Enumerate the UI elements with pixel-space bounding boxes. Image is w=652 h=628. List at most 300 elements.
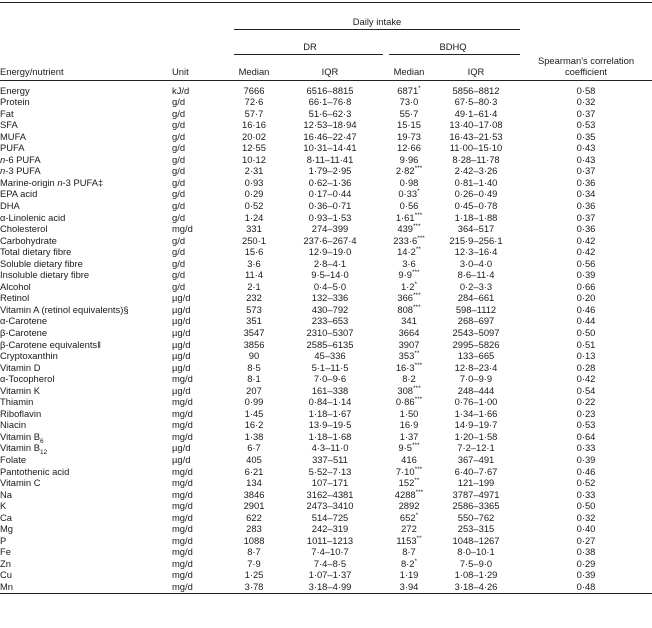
unit-cell: mg/d [172,557,193,569]
unit-cell: µg/d [172,315,191,327]
unit-cell: g/d [172,130,186,142]
dr-iqr-cell: 45–336 [314,350,346,362]
unit-cell: µg/d [172,361,191,373]
bdhq-median-cell: 366*** [397,292,421,304]
table-row [0,546,652,558]
table-row [0,569,652,581]
dr-iqr-cell: 1·07–1·37 [308,569,352,581]
dr-median-cell: 331 [246,223,262,235]
table-row [0,315,652,327]
dr-iqr-cell: 12·9–19·0 [308,246,352,258]
header-row-columns [0,66,652,81]
dr-iqr-cell: 5·1–11·5 [311,361,349,373]
spearman-cell: 0·43 [576,142,596,154]
table-row [0,131,652,143]
spearman-cell: 0·56 [576,257,596,269]
dr-median-cell: 8·1 [247,373,261,385]
significance-marker: *** [415,488,424,496]
bdhq-iqr-cell: 13·40–17·08 [449,119,503,131]
table-row [0,373,652,385]
bdhq-iqr-cell: 12·3–16·4 [454,246,498,258]
dr-iqr-cell: 0·4–5·0 [313,280,347,292]
nutrient-name: α-Linolenic acid [0,211,66,223]
significance-marker: *** [417,234,425,242]
bdhq-iqr-cell: 1·20–1·58 [454,430,498,442]
dr-iqr-cell: 2473–3410 [306,500,354,512]
table-row [0,466,652,478]
spearman-cell: 0·20 [576,292,596,304]
bdhq-median-cell: 1·61*** [395,211,423,223]
bdhq-iqr-cell: 248–444 [457,384,495,396]
dr-median-cell: 16·16 [242,119,266,131]
bdhq-iqr-cell: 1048–1267 [452,534,500,546]
bdhq-iqr-cell: 598–1112 [455,303,497,315]
table-row [0,177,652,189]
table-row [0,350,652,362]
dr-iqr-cell: 10·31–14·41 [303,142,357,154]
bdhq-iqr-cell: 14·9–19·7 [454,419,498,431]
dr-median-cell: 16·2 [244,419,264,431]
bdhq-iqr-cell: 215·9–256·1 [449,234,503,246]
table-row [0,362,652,374]
spearman-cell: 0·36 [576,223,596,235]
spearman-cell: 0·33 [576,442,596,454]
bdhq-iqr-cell: 7·2–12·1 [457,442,495,454]
dr-median-cell: 20·02 [242,130,266,142]
bdhq-median-cell: 16·3*** [395,361,423,373]
spearman-cell: 0·50 [576,326,596,338]
bdhq-iqr-cell: 2995–5826 [452,338,500,350]
bdhq-iqr-cell: 133–665 [457,350,495,362]
bdhq-iqr-cell: 12·8–23·4 [454,361,498,373]
spearman-cell: 0·22 [576,396,596,408]
nutrient-intake-table [0,2,652,594]
daily-intake-header: Daily intake [352,16,402,27]
bdhq-median-cell: 0·86*** [395,396,423,408]
nutrient-name: Alcohol [0,280,31,292]
dr-iqr-cell: 9·5–14·0 [311,269,349,281]
bdhq-median-cell: 3907 [398,338,420,350]
dr-iqr-cell: 242–319 [311,523,349,535]
bdhq-iqr-cell: 8·28–11·78 [452,153,500,165]
table-row [0,442,652,454]
nutrient-name: Insoluble dietary fibre [0,269,90,281]
spearman-cell: 0·38 [576,546,596,558]
bdhq-median-cell: 0·33* [398,188,420,200]
unit-cell: µg/d [172,442,191,454]
table-row [0,558,652,570]
significance-marker: * [418,84,421,92]
unit-cell: g/d [172,96,186,108]
dr-iqr-cell: 2·8–4·1 [313,257,347,269]
dr-median-cell: 207 [246,384,262,396]
spearman-header-line1: Spearman's correlation [537,54,635,66]
dr-iqr-cell: 13·9–19·5 [308,419,352,431]
bdhq-median-cell: 1·19 [399,569,419,581]
unit-cell: g/d [172,119,186,131]
nutrient-name: β-Carotene [0,326,48,338]
nutrient-name: DHA [0,199,20,211]
dr-iqr-cell: 2585–6135 [306,338,354,350]
nutrient-name: Marine-origin n-3 PUFA‡ [0,176,104,188]
dr-median-cell: 8·7 [247,546,261,558]
dr-iqr-cell: 5·52–7·13 [308,465,352,477]
bdhq-median-cell: 808*** [397,303,421,315]
dr-iqr-cell: 3·18–4·99 [274,581,386,593]
dr-iqr-cell: 337–511 [312,454,348,465]
dr-iqr-cell: 0·84–1·14 [308,396,352,408]
bdhq-iqr-cell: 3·0–4·0 [459,257,493,269]
dr-iqr-cell: 1·18–1·67 [308,407,352,419]
nutrient-name: Cholesterol [0,223,48,235]
dr-iqr-cell: 1·18–1·68 [308,430,352,442]
nutrient-name: Soluble dietary fibre [0,257,83,269]
bdhq-median-header: Median [386,66,432,81]
nutrient-name: Carbohydrate [0,234,57,246]
significance-marker: *** [414,211,423,219]
dr-median-cell: 12·55 [242,142,266,154]
bdhq-iqr-cell: 367–491 [457,454,495,465]
bdhq-median-cell: 1·37 [399,430,419,442]
energy-nutrient-header: Energy/nutrient [0,66,172,81]
dr-iqr-cell: 4·3–11·0 [311,442,349,454]
nutrient-name: Vitamin C [0,477,41,489]
table-row [0,165,652,177]
nutrient-name: SFA [0,119,18,131]
nutrient-name: Energy [0,84,30,96]
bdhq-iqr-cell: 0·45–0·78 [454,199,498,211]
unit-cell: g/d [172,211,186,223]
dr-iqr-cell: 1011–1213 [306,534,354,546]
spearman-cell: 0·27 [576,534,596,546]
nutrient-name: α-Tocopherol [0,373,55,385]
bdhq-median-cell: 2·82*** [395,165,423,177]
spearman-cell: 0·58 [576,84,596,96]
nutrient-name: Vitamin $B_6$ [0,430,44,445]
bdhq-median-cell: 6871* [397,84,421,96]
bdhq-iqr-cell: 8·0–10·1 [457,546,495,558]
bdhq-iqr-cell: 253–315 [457,523,495,535]
dr-iqr-cell: 161–338 [311,384,349,396]
table-row [0,235,652,247]
nutrient-name: Retinol [0,292,30,304]
significance-marker: *** [413,292,421,300]
nutrient-name: β-Carotene equivalents‖ [0,338,101,350]
bdhq-median-cell: 4288*** [394,488,424,500]
dr-median-cell: 3856 [243,338,265,350]
bdhq-iqr-cell: 8·6–11·4 [457,269,495,281]
bdhq-iqr-cell: 0·2–3·3 [459,280,493,292]
dr-iqr-cell: 237·6–267·4 [303,234,357,246]
dr-median-cell: 8·5 [247,361,261,373]
dr-iqr-cell: 0·17–0·44 [308,188,352,200]
significance-marker: * [415,511,419,519]
spearman-cell: 0·51 [576,338,596,350]
bdhq-iqr-cell: 49·1–61·4 [454,107,498,119]
bdhq-median-cell: 14·2** [397,246,421,258]
unit-cell: mg/d [172,546,193,558]
table-row [0,477,652,489]
significance-marker: * [417,188,420,196]
dr-median-cell: 0·29 [244,188,264,200]
bdhq-group-header: BDHQ [439,41,467,52]
unit-cell: g/d [172,257,186,269]
table-row [0,292,652,304]
bdhq-median-cell: 233·6*** [393,234,425,246]
nutrient-name: Pantothenic acid [0,465,70,477]
nutrient-name: n-3 PUFA [0,165,41,177]
dr-median-cell: 3·6 [247,257,261,269]
table-row [0,142,652,154]
bdhq-iqr-cell: 550–762 [457,511,495,523]
dr-iqr-cell: 0·93–1·53 [308,211,352,223]
unit-cell: g/d [172,165,186,177]
nutrient-name: PUFA [0,142,25,154]
bdhq-median-cell: 8·7 [402,546,416,558]
bdhq-median-cell: 7·10*** [395,465,423,477]
spearman-cell: 0·33 [576,488,596,500]
unit-cell: mg/d [172,465,193,477]
bdhq-median-cell: 73·0 [399,96,419,108]
nutrient-name: Ca [0,511,12,523]
significance-marker: *** [414,396,423,404]
bdhq-iqr-cell: 6·40–7·67 [454,465,498,477]
table-row [0,396,652,408]
table-row [0,80,652,96]
header-row-groups [0,30,652,55]
spearman-cell: 0·42 [576,234,596,246]
unit-cell: mg/d [172,373,193,385]
bdhq-iqr-cell: 7·0–9·9 [459,373,493,385]
dr-median-cell: 622 [246,511,262,523]
table-row [0,108,652,120]
unit-cell: g/d [172,199,186,211]
unit-cell: kJ/d [172,84,190,96]
dr-median-cell: 1·38 [244,430,264,442]
unit-cell: µg/d [172,326,191,338]
significance-marker: * [414,280,418,288]
table-row [0,200,652,212]
dr-iqr-cell: 7·0–9·6 [313,373,347,385]
spearman-cell: 0·13 [576,350,596,362]
significance-marker: *** [411,442,420,450]
spearman-cell: 0·34 [576,188,596,200]
significance-marker: ** [414,349,420,357]
unit-cell: g/d [172,153,186,165]
dr-median-cell: 57·7 [244,107,264,119]
nutrient-name: α-Carotene [0,315,48,327]
bdhq-median-cell: 15·15 [397,119,421,131]
dr-iqr-cell: 274–399 [311,223,349,235]
dr-iqr-cell: 0·36–0·71 [308,199,352,211]
significance-marker: *** [413,384,421,392]
bdhq-median-cell: 2892 [398,500,420,512]
unit-cell: mg/d [172,500,193,512]
spearman-cell: 0·37 [576,211,596,223]
dr-median-cell: 134 [246,477,262,489]
nutrient-name: Cryptoxanthin [0,350,58,362]
bdhq-iqr-cell: 2586–3365 [452,500,500,512]
dr-median-cell: 3846 [243,488,265,500]
significance-marker: ** [414,476,420,484]
spearman-cell: 0·46 [576,303,596,315]
spearman-cell: 0·32 [576,96,596,108]
table-row [0,512,652,524]
bdhq-median-cell: 439*** [397,222,421,235]
bdhq-median-cell: 1·50 [399,407,419,419]
table-row [0,188,652,200]
spearman-cell: 0·42 [576,373,596,385]
spearman-cell: 0·42 [576,246,596,258]
bdhq-median-cell: 353** [398,349,420,362]
bdhq-iqr-cell: 284–661 [457,292,495,304]
bdhq-median-cell: 19·73 [397,130,421,142]
dr-median-cell: 0·52 [244,199,264,211]
spearman-cell: 0·40 [576,523,596,535]
dr-median-cell: 90 [248,350,260,362]
bdhq-iqr-cell: 1·34–1·66 [454,407,498,419]
unit-cell: mg/d [172,419,193,431]
spearman-cell: 0·29 [576,557,596,569]
bdhq-median-cell: 9·5*** [398,442,420,454]
unit-cell: µg/d [172,338,191,350]
unit-cell: g/d [172,280,186,292]
dr-iqr-cell: 132–336 [311,292,349,304]
bdhq-iqr-cell: 7·5–9·0 [459,557,493,569]
dr-median-cell: 250·1 [242,234,266,246]
dr-iqr-cell: 66·1–76·8 [308,96,352,108]
bdhq-iqr-cell: 2543–5097 [452,326,500,338]
nutrient-name: Folate [0,454,27,465]
unit-cell: µg/d [172,303,191,315]
unit-cell: mg/d [172,407,193,419]
spearman-cell: 0·44 [576,315,596,327]
spearman-cell: 0·54 [576,384,596,396]
unit-cell: mg/d [172,534,193,546]
unit-cell: g/d [172,188,186,200]
dr-iqr-cell: 2310–5307 [306,326,354,338]
dr-iqr-cell: 233–653 [311,315,349,327]
bdhq-iqr-header: IQR [432,66,520,81]
bdhq-iqr-cell: 3787–4971 [452,488,500,500]
nutrient-name: Mn [0,581,172,593]
dr-median-cell: 573 [246,303,262,315]
table-row [0,385,652,397]
spearman-cell: 0·46 [576,465,596,477]
dr-median-cell: 1·24 [244,211,264,223]
unit-cell: mg/d [172,223,193,235]
nutrient-name: Vitamin K [0,384,40,396]
dr-median-cell: 7·9 [247,557,261,569]
dr-median-cell: 7666 [243,84,265,96]
table-row [0,535,652,547]
dr-group-header: DR [303,41,317,52]
table-row [0,96,652,108]
dr-median-cell: 15·6 [244,246,264,258]
bdhq-median-cell: 8·2 [402,373,416,385]
unit-cell: µg/d [172,292,191,304]
dr-median-cell: 1·25 [244,569,264,581]
unit-cell: mg/d [172,477,193,489]
table-row [0,408,652,420]
nutrient-name: Riboflavin [0,407,42,419]
dr-iqr-cell: 8·11–11·41 [306,153,354,165]
dr-iqr-cell: 51·6–62·3 [308,107,352,119]
table-body [0,80,652,593]
bdhq-iqr-cell: 0·26–0·49 [454,188,498,200]
spearman-cell: 0·43 [576,153,596,165]
table-row [0,327,652,339]
table-row [0,281,652,293]
spearman-cell: 0·36 [576,176,596,188]
spearman-cell: 0·53 [576,119,596,131]
spearman-cell: 0·52 [576,477,596,489]
table-row [0,489,652,501]
dr-median-cell: 10·12 [242,153,266,165]
unit-cell: g/d [172,269,186,281]
nutrient-name: Vitamin D [0,361,41,373]
spearman-cell: 0·39 [576,269,596,281]
bdhq-iqr-cell: 16·43–21·53 [449,130,503,142]
dr-median-cell: 6·7 [247,442,261,454]
spearman-cell: 0·39 [576,454,596,465]
table-row [0,212,652,224]
dr-median-cell: 0·93 [244,176,264,188]
dr-iqr-cell: 16·46–22·47 [303,130,357,142]
dr-median-header: Median [234,66,274,81]
table-row [0,223,652,235]
spearman-cell: 0·39 [576,569,596,581]
table-row [0,431,652,443]
nutrient-name: Cu [0,569,12,581]
spearman-cell: 0·37 [576,107,596,119]
unit-header: Unit [172,66,234,81]
dr-iqr-cell: 3162–4381 [306,488,354,500]
bdhq-median-cell: 3·94 [386,581,432,593]
bdhq-median-cell: 341 [401,315,417,327]
bdhq-iqr-cell: 0·76–1·00 [454,396,498,408]
bdhq-median-cell: 9·9*** [398,269,420,281]
unit-cell: mg/d [172,396,193,408]
unit-cell: g/d [172,234,186,246]
dr-iqr-cell: 7·4–8·5 [313,557,347,569]
bdhq-median-cell: 0·98 [399,176,419,188]
bdhq-median-cell: 12·66 [397,142,421,154]
spearman-cell: 0·35 [576,130,596,142]
significance-marker: *** [413,222,421,230]
table-row [0,339,652,351]
spearman-cell: 0·32 [576,511,596,523]
dr-iqr-cell: 107–171 [311,477,349,489]
nutrient-name: Fe [0,546,11,558]
significance-marker: *** [414,361,423,369]
nutrient-name: Mg [0,523,14,535]
unit-cell: mg/d [172,430,193,442]
dr-iqr-cell: 1·79–2·95 [308,165,352,177]
bdhq-median-cell: 55·7 [399,107,419,119]
nutrient-name: Zn [0,557,11,569]
bdhq-iqr-cell: 1·18–1·88 [454,211,498,223]
nutrient-name: Thiamin [0,396,34,408]
nutrient-name: Protein [0,96,30,108]
bdhq-iqr-cell: 364–517 [457,223,495,235]
unit-cell: µg/d [172,454,191,465]
significance-marker: *** [414,465,423,473]
dr-median-cell: 0·99 [244,396,264,408]
spearman-cell: 0·53 [576,419,596,431]
dr-median-cell: 2·1 [247,280,261,292]
dr-median-cell: 3547 [243,326,265,338]
